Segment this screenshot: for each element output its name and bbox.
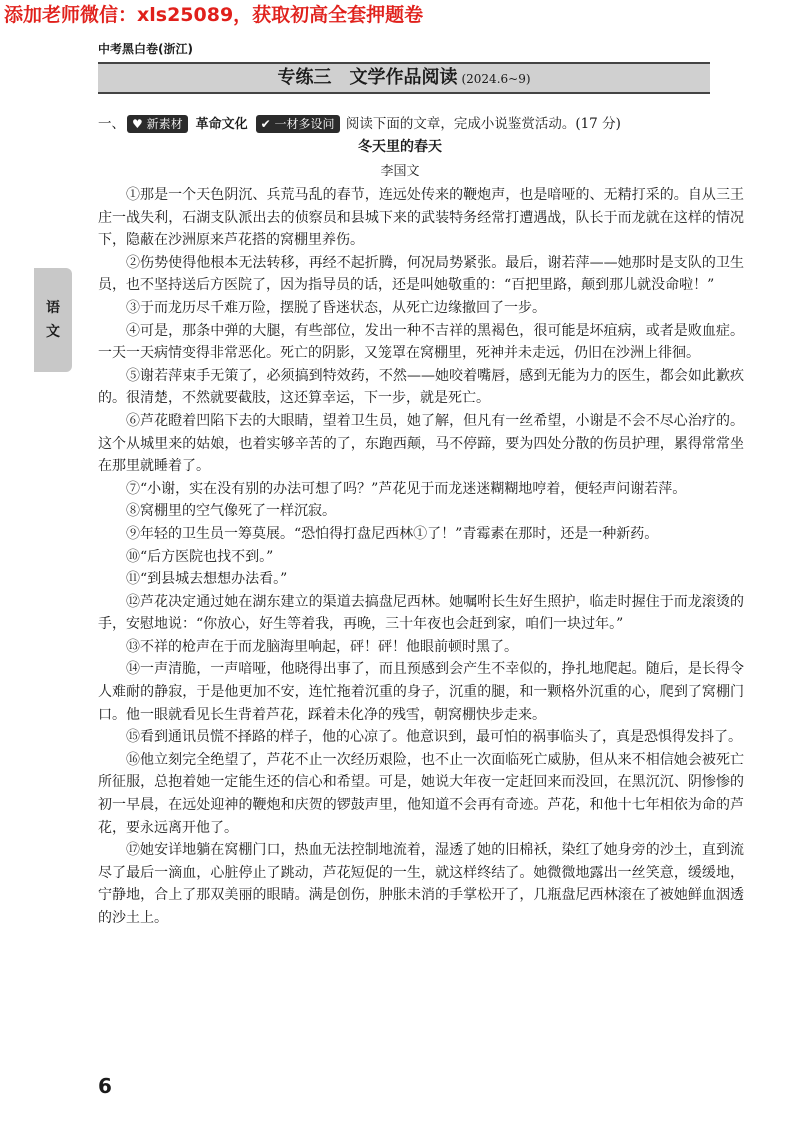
- section-title-bar: [98, 62, 710, 94]
- question-instruction-line: [98, 114, 718, 135]
- paragraph-5: ⑤谢若萍束手无策了，必须搞到特效药，不然——她咬着嘴唇，感到无能为力的医生，都会如此歉疚的。很清楚，不然就要截肢，这还算幸运，下一步，就是死亡。: [98, 367, 744, 407]
- paragraph-8: ⑧窝棚里的空气像死了一样沉寂。: [126, 503, 336, 520]
- paragraph-10: ⑩“后方医院也找不到。”: [126, 548, 274, 565]
- new-material-label: 新素材: [146, 117, 183, 131]
- paragraph-4: ④可是，那条中弹的大腿，有些部位，发出一种不吉祥的黑褐色，很可能是坏疽病，或者是败血症。一天一天病情变得非常恶化。死亡的阴影，又笼罩在窝棚里，死神并未走远，仍旧在沙洲上徘徊。: [98, 322, 744, 362]
- new-material-tag: [127, 115, 188, 133]
- paragraph-16: ⑯他立刻完全绝望了，芦花不止一次经历艰险，也不止一次面临死亡威胁，但从来不相信她会被死亡所征服，总抱着她一定能生还的信心和希望。可是，她说大年夜一定赶回来而没回，在黑沉沉、阴惨惨的初一早晨，在远处迎神的鞭炮和庆贺的锣鼓声里，他知道不会再有奇迹。芦花，和他十七年相依为命的芦花，要永远离开他了。: [98, 751, 744, 836]
- paragraph-3: ③于而龙历尽千难万险，摆脱了昏迷状态，从死亡边缘撤回了一步。: [126, 299, 546, 316]
- story-author: 李国文: [380, 164, 420, 179]
- section-title: 专练三 文学作品阅读: [277, 67, 458, 88]
- promo-banner: 添加老师微信：xls25089，获取初高全套押题卷: [4, 4, 424, 26]
- story-body: [98, 184, 744, 930]
- side-tab-char-2: 文: [46, 324, 60, 340]
- series-name: 中考黑白卷(浙江): [98, 42, 193, 56]
- paragraph-2: ②伤势使得他根本无法转移，再经不起折腾，何况局势紧张。最后，谢若萍——她那时是支队的卫生员，也不坚持送后方医院了，因为指导员的话，还是叫她敬重的：“百把里路，颠到那儿就没命啦！”: [98, 254, 744, 294]
- subject-side-tab: [34, 268, 72, 372]
- paragraph-15: ⑮看到通讯员慌不择路的样子，他的心凉了。他意识到，最可怕的祸事临头了，真是恐惧得发抖了。: [126, 729, 742, 746]
- paragraph-17: ⑰她安详地躺在窝棚门口，热血无法控制地流着，湿透了她的旧棉袄，染红了她身旁的沙土，直到流尽了最后一滴血，心脏停止了跳动，芦花短促的一生，就这样终结了。她微微地露出一丝笑意，缓缓地，宁静地，合上了那双美丽的眼睛。满是创伤，肿胀未消的手掌松开了，几瓶盘尼西林滚在了被她鲜血洇透的沙土上。: [98, 842, 744, 926]
- paragraph-11: ⑪“到县城去想想办法看。”: [126, 571, 288, 588]
- instruction-text: 阅读下面的文章，完成小说鉴赏活动。(17 分): [345, 116, 621, 132]
- paragraph-14: ⑭一声清脆，一声喑哑，他晓得出事了，而且预感到会产生不幸似的，挣扎地爬起。随后，是长得令人难耐的静寂，于是他更加不安，连忙拖着沉重的身子，沉重的腿，和一颗格外沉重的心，爬到了窝棚门口。他一眼就看见长生背着芦花，踩着未化净的残雪，朝窝棚快步走来。: [98, 661, 744, 723]
- paragraph-13: ⑬不祥的枪声在于而龙脑海里响起，砰！砰！他眼前顿时黑了。: [126, 638, 518, 655]
- story-title: 冬天里的春天: [358, 139, 442, 155]
- section-date: (2024.6~9): [461, 72, 531, 86]
- paragraph-7: ⑦“小谢，实在没有别的办法可想了吗？”芦花见于而龙迷迷糊糊地哼着，便轻声问谢若萍。: [126, 480, 687, 497]
- page-number: 6: [98, 1074, 112, 1098]
- paragraph-12: ⑫芦花决定通过她在湖东建立的渠道去搞盘尼西林。她嘱咐长生好生照护，临走时握住于而龙滚烫的手，安慰地说：“你放心，好生等着我，再晚，三十年夜也会赶到家，咱们一块过年。”: [98, 593, 744, 633]
- location-pin-icon: ♥: [132, 117, 143, 131]
- multi-question-label: 一材多设问: [274, 117, 335, 131]
- question-number: 一、: [98, 116, 125, 132]
- paragraph-9: ⑨年轻的卫生员一筹莫展。“恐怕得打盘尼西林①了！”青霉素在那时，还是一种新药。: [126, 525, 659, 542]
- check-icon: ✔: [260, 117, 271, 131]
- side-tab-char-1: 语: [46, 300, 60, 316]
- topic-label: 革命文化: [195, 117, 248, 132]
- paragraph-1: ①那是一个天色阴沉、兵荒马乱的春节，连远处传来的鞭炮声，也是喑哑的、无精打采的。自从三王庄一战失利，石湖支队派出去的侦察员和县城下来的武装特务经常打遭遇战，队长于而龙就在这样的情况下，隐蔽在沙洲原来芦花搭的窝棚里养伤。: [98, 187, 744, 249]
- multi-question-tag: [256, 115, 340, 133]
- paragraph-6: ⑥芦花瞪着凹陷下去的大眼睛，望着卫生员，她了解，但凡有一丝希望，小谢是不会不尽心治疗的。这个从城里来的姑娘，也着实够辛苦的了，东跑西颠，马不停蹄，要为四处分散的伤员护理，累得常常坐在那里就睡着了。: [98, 412, 744, 475]
